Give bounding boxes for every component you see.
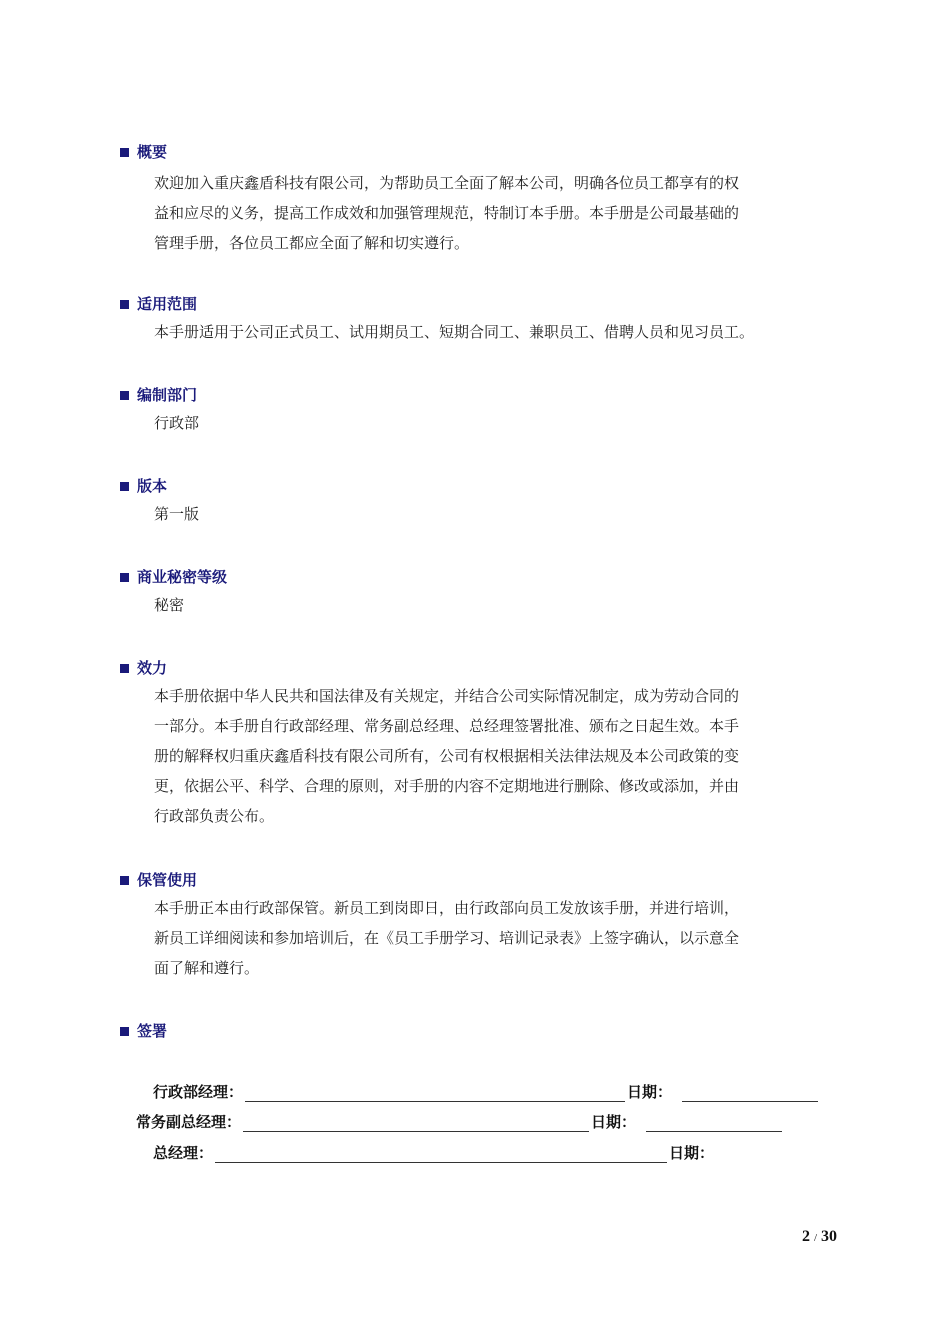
section-overview: [118, 142, 848, 258]
section-body: 秘密: [154, 596, 185, 614]
date-label: 日期：: [591, 1113, 637, 1131]
section-title: 效力: [137, 659, 168, 677]
section-title: 商业秘密等级: [137, 568, 228, 586]
section-heading: [118, 658, 848, 678]
section-heading: [118, 1021, 848, 1041]
date-label: 日期：: [669, 1144, 715, 1162]
square-bullet-icon: [120, 300, 129, 309]
square-bullet-icon: [120, 1027, 129, 1036]
square-bullet-icon: [120, 573, 129, 582]
signature-label: 常务副总经理：: [136, 1113, 242, 1131]
page-separator: /: [813, 1232, 817, 1244]
signature-row-admin-manager: [153, 1082, 820, 1102]
section-heading: [118, 385, 848, 405]
section-signature: [118, 1021, 848, 1041]
section-title: 编制部门: [137, 386, 198, 404]
square-bullet-icon: [120, 664, 129, 673]
section-heading: [118, 476, 848, 496]
signature-row-deputy-gm: [136, 1112, 784, 1132]
section-validity: [118, 658, 848, 831]
section-title: 签署: [137, 1022, 168, 1040]
section-body: 第一版: [154, 505, 200, 523]
page-current: 2: [801, 1228, 810, 1245]
square-bullet-icon: [120, 148, 129, 157]
section-body: 本手册依据中华人民共和国法律及有关规定，并结合公司实际情况制定，成为劳动合同的 一部分。本手册自行政部经理、常务副总经理、总经理签署批准、颁布之日起生效。本手 册的解释权归重庆鑫盾科技有限公司所有，公司有权根据相关法律法规及本公司政策的变 更，依据公平、科学、合理的原则，对手册的内容不定期地进行删除、修改或添加，并由 行政部负责公布。: [154, 687, 740, 825]
signature-line[interactable]: [243, 1117, 589, 1132]
page-total: 30: [821, 1228, 837, 1245]
section-heading: [118, 142, 848, 162]
section-scope: [118, 294, 848, 347]
section-confidentiality: [118, 567, 848, 620]
signature-label: 总经理：: [153, 1144, 214, 1162]
section-body: 欢迎加入重庆鑫盾科技有限公司，为帮助员工全面了解本公司，明确各位员工都享有的权 益和应尽的义务，提高工作成效和加强管理规范，特制订本手册。本手册是公司最基础的 管理手册，各位员工都应全面了解和切实遵行。: [154, 174, 740, 252]
signature-row-gm: [153, 1143, 714, 1163]
section-heading: [118, 294, 848, 314]
page-number: [802, 1228, 837, 1246]
section-heading: [118, 567, 848, 587]
date-line[interactable]: [646, 1117, 782, 1132]
date-line[interactable]: [682, 1087, 818, 1102]
section-heading: [118, 870, 848, 890]
square-bullet-icon: [120, 876, 129, 885]
section-title: 概要: [137, 143, 168, 161]
signature-line[interactable]: [215, 1148, 667, 1163]
section-version: [118, 476, 848, 529]
section-body: 本手册正本由行政部保管。新员工到岗即日，由行政部向员工发放该手册，并进行培训， 新员工详细阅读和参加培训后，在《员工手册学习、培训记录表》上签字确认，以示意全 面了解和遵行。: [154, 899, 740, 977]
section-body: 行政部: [154, 414, 200, 432]
signature-line[interactable]: [245, 1087, 625, 1102]
square-bullet-icon: [120, 482, 129, 491]
section-custody: [118, 870, 848, 983]
signature-label: 行政部经理：: [153, 1083, 244, 1101]
section-title: 保管使用: [137, 871, 198, 889]
section-title: 适用范围: [137, 295, 198, 313]
square-bullet-icon: [120, 391, 129, 400]
section-body: 本手册适用于公司正式员工、试用期员工、短期合同工、兼职员工、借聘人员和见习员工。: [154, 323, 755, 341]
date-label: 日期：: [627, 1083, 673, 1101]
section-title: 版本: [137, 477, 168, 495]
section-department: [118, 385, 848, 438]
